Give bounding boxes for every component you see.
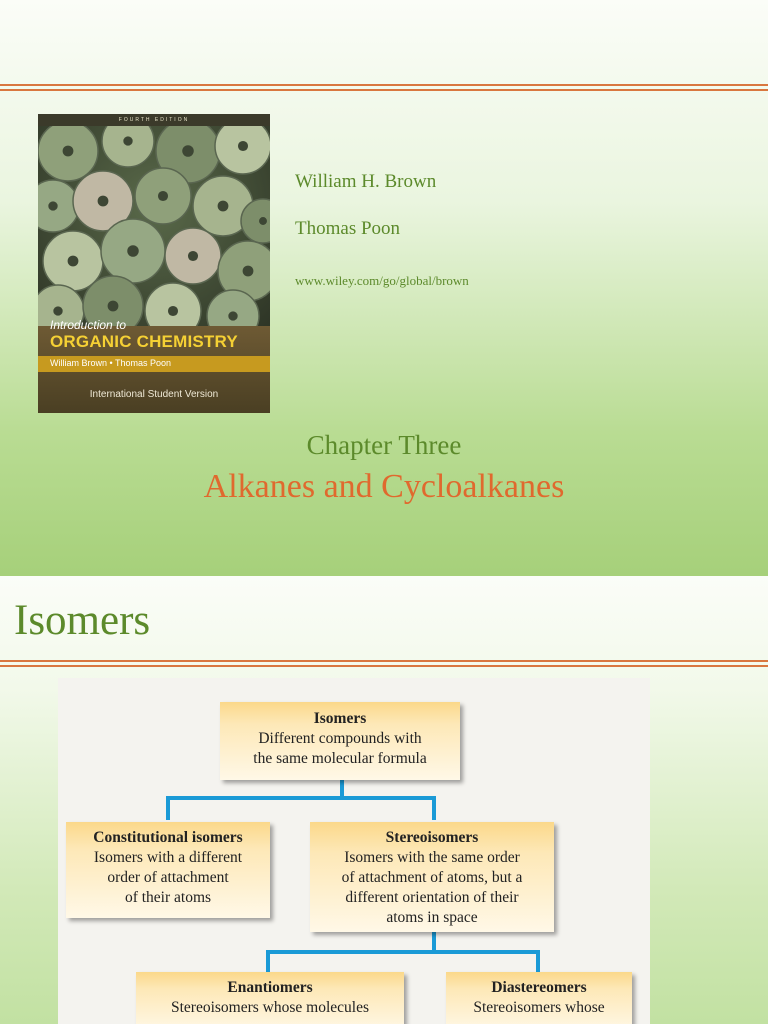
connector-level2-bar — [266, 950, 540, 954]
cover-intro: Introduction to — [50, 318, 127, 332]
publisher-link[interactable]: www.wiley.com/go/global/brown — [295, 273, 469, 288]
heading-rule — [0, 660, 768, 662]
book-cover — [38, 114, 270, 413]
node-stereo-desc-line: atoms in space — [386, 909, 478, 926]
sea-urchin-center — [259, 217, 267, 225]
connector-to-enantiomers — [266, 950, 270, 972]
node-stereoisomers — [310, 822, 554, 932]
node-isomers — [220, 702, 460, 780]
node-constitutional-isomers — [66, 822, 270, 918]
sea-urchin-center — [188, 251, 198, 261]
connector-to-diastereomers — [536, 950, 540, 972]
connector-stereo-down — [432, 930, 436, 952]
sea-urchin-center — [168, 306, 178, 316]
node-enantiomers-desc-line: Stereoisomers whose molecules — [170, 999, 369, 1016]
connector-level1-bar — [166, 796, 436, 800]
node-isomers-desc-line: the same molecular formula — [253, 750, 427, 767]
sea-urchin-center — [182, 145, 194, 157]
node-constitutional-title: Constitutional isomers — [93, 829, 243, 846]
sea-urchin-center — [123, 136, 132, 145]
node-enantiomers-title: Enantiomers — [227, 979, 313, 996]
slide-heading: Isomers — [14, 597, 151, 644]
node-constitutional-desc-line: Isomers with a different — [93, 849, 243, 866]
heading-rule-secondary — [0, 665, 768, 667]
node-isomers-desc-line: Different compounds with — [258, 730, 422, 747]
node-diastereomers-title: Diastereomers — [491, 979, 587, 996]
cover-version: International Student Version — [89, 389, 219, 400]
connector-root-down — [340, 778, 344, 798]
sea-urchin-center — [127, 245, 139, 257]
sea-urchin-center — [238, 141, 248, 151]
sea-urchin-center — [53, 306, 62, 315]
sea-urchin-photo — [38, 126, 270, 326]
isomers-slide — [0, 576, 768, 1024]
author-1: William H. Brown — [295, 171, 437, 192]
chapter-label: Chapter Three — [306, 430, 462, 460]
sea-urchin-center — [68, 256, 79, 267]
sea-urchin-illustration — [38, 126, 270, 326]
connector-to-stereo — [432, 796, 436, 820]
cover-authors-band — [38, 356, 270, 372]
cover-title: ORGANIC CHEMISTRY — [50, 332, 238, 351]
sea-urchin-center — [63, 146, 74, 157]
cover-edition: FOURTH EDITION — [118, 117, 190, 123]
node-constitutional-desc-line: order of attachment — [107, 869, 229, 886]
node-stereo-desc-line: Isomers with the same order — [344, 849, 520, 866]
node-enantiomers — [136, 972, 404, 1024]
sea-urchin-center — [218, 201, 229, 212]
node-stereo-title: Stereoisomers — [385, 829, 479, 846]
node-stereo-desc-line: of attachment of atoms, but a — [341, 869, 523, 886]
cover-authors: William Brown • Thomas Poon — [50, 358, 172, 368]
node-stereo-desc-line: different orientation of their — [345, 889, 519, 906]
sea-urchin-center — [228, 311, 237, 320]
sea-urchin-shape — [145, 283, 201, 326]
isomer-classification-diagram — [58, 678, 650, 1024]
connector-to-constitutional — [166, 796, 170, 820]
sea-urchin-center — [243, 266, 254, 277]
node-diastereomers-desc-line: Stereoisomers whose — [473, 999, 605, 1016]
node-constitutional-desc-line: of their atoms — [124, 889, 212, 906]
sea-urchin-center — [98, 196, 109, 207]
sea-urchin-center — [48, 201, 57, 210]
sea-urchin-shape — [102, 126, 154, 167]
author-2: Thomas Poon — [295, 218, 401, 239]
sea-urchin-center — [108, 301, 119, 312]
chapter-title: Alkanes and Cycloalkanes — [203, 468, 565, 505]
node-diastereomers — [446, 972, 632, 1024]
top-rule-secondary — [0, 89, 768, 91]
node-isomers-title: Isomers — [313, 710, 367, 727]
sea-urchin-center — [158, 191, 168, 201]
top-rule — [0, 84, 768, 86]
